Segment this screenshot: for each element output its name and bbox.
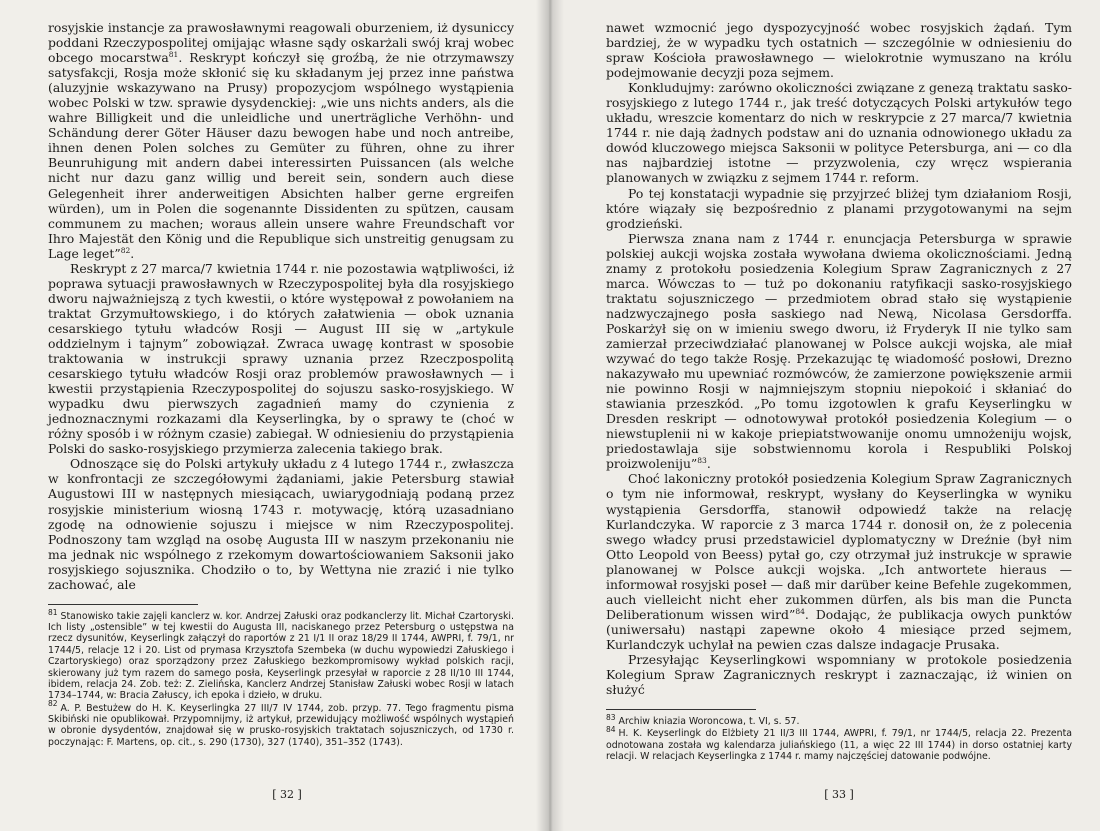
left-footnotes <box>48 607 514 748</box>
footnote-82: $^{82}$ A. P. Bestużew do H. K. Keyserlingka 27 III/7 IV 1744, zob. przyp. 77. Tego fragmentu pisma Skibiński nie opublikował. Przypomnijmy, iż artykuł, przewidujący możliwość wspólnych wystąpień w obronie dysydentów, znajdował się w prusko-rosyjskich traktatach sojuszniczych, od 1730 r. poczynając: F. Martens, op. cit., s. 290 (1730), 327 (1740), 351–352 (1743). <box>48 699 514 748</box>
right-paragraph-5: Choć lakoniczny protokół posiedzenia Kolegium Spraw Zagranicznych o tym nie informował, reskrypt, wysłany do Keyserlingka w wyniku wystąpienia Gersdorffa, stanowił odpowiedź także na relację Kurlandczyka. W raporcie z 3 marca 1744 r. donosił on, że z polecenia swego władcy prusi przedstawiciel dyplomatyczny w Dreźnie (był nim Otto Leopold von Beess) pytał go, czy otrzymał już instrukcje w sprawie planowanej w Polsce aukcji wojska. „Ich antwortete hieraus — informował rosyjski poseł — daß mir darüber keine Befehle zugekommen, auch vielleicht nicht eher zukommen dürfen, als bis man die Puncta Deliberationum wissen wird”$^{84}$. Dodając, że publikacja owych punktów (uniwersału) nastąpi zapewne około 4 miesiące przed sejmem, Kurlandczyk uchylał na pewien czas dalsze indagacje Prusaka. <box>606 471 1072 652</box>
left-paragraph-3: Odnoszące się do Polski artykuły układu z 4 lutego 1744 r., zwłaszcza w konfrontacji ze szczegółowymi żądaniami, jakie Petersburg stawiał Augustowi III w następnych miesiącach, uwiarygodniają podaną przez rosyjskie ministerium wiosną 1743 r. motywację, którą uzasadniano zgodę na odnowienie sojuszu i miejsce w nim Rzeczypospolitej. Podnoszony tam wzgląd na osobę Augusta III w naszym przekonaniu nie ma jednak nic wspólnego z rzekomym dowartościowaniem Saksonii jako rosyjskiego sojusznika. Chodziło o to, by Wettyna nie zrazić i nie tylko zachować, ale <box>48 456 514 592</box>
right-paragraph-6: Przesyłając Keyserlingkowi wspomniany w protokole posiedzenia Kolegium Spraw Zagranicznych reskrypt i zaznaczając, iż winien on służyć <box>606 651 1072 698</box>
footnote-separator <box>48 604 198 605</box>
left-page-body <box>48 20 514 592</box>
right-paragraph-3: Po tej konstatacji wypadnie się przyjrzeć bliżej tym działaniom Rosji, które wiązały się bezpośrednio z planami przygotowanymi na sejm grodzieński. <box>606 185 1072 231</box>
footnote-ref-83: 83 <box>697 456 707 466</box>
footnote-83: $^{83}$ Archiw kniazia Woroncowa, t. VI, s. 57. <box>606 712 800 728</box>
left-paragraph-1: rosyjskie instancje za prawosławnymi reagowali oburzeniem, iż dysuniccy poddani Rzeczypospolitej omijając własne sądy oskarżali swój kraj wobec obcego mocarstwa$^{81}$. Reskrypt kończył się groźbą, że nie otrzymawszy satysfakcji, Rosja może skłonić się ku składanym jej przez inne państwa (aluzyjnie wskazywano na Prusy) propozycjom wspólnego wystąpienia wobec Polski w tzw. sprawie dysydenckiej: „wie uns nichts anders, als die wahre Billigkeit und die unleidliche und unerträgliche Verhöhn- und Schändung derer Göter Häuser dazu bewogen habe und noch antreibe, ihnen denen Polen solches zu Gemüter zu führen, ohne zu ihrer Beunruhigung mit andern dabei interessirten Puissancen (als welche nicht nur dazu ganz willig und bereit sein, sondern auch diese Gelegenheit ihrer anderweitigen Absichten halber gerne ergreifen würden), um in Polen die sogenannte Dissidenten zu spützen, causam communem zu machen; woraus allein unsere wahre Freundschaft vor Ihro Majestät den König und die Republique sich unstreitig genugsam zu Lage leget”$^{82}$. <box>48 20 514 261</box>
right-paragraph-2: Konkludujmy: zarówno okoliczności związane z genezą traktatu sasko-rosyjskiego z lutego 1744 r., jak treść dotyczących Polski artykułów tego układu, wreszcie komentarz do nich w reskrypcie z 27 marca/7 kwietnia 1744 r. nie dają żadnych podstaw ani do uznania odnowionego układu za dowód kluczowego miejsca Saksonii w polityce Petersburga, ani — co dla nas najbardziej istotne — przyzwolenia, czy wręcz wspierania planowanych w związku z sejmem 1744 r. reform. <box>606 80 1072 186</box>
footnote-ref-81: 81 <box>168 49 179 59</box>
page-number-right: [ 33 ] <box>824 788 854 801</box>
right-paragraph-1: nawet wzmocnić jego dyspozycyjność wobec rosyjskich żądań. Tym bardziej, że w wypadku tych ostatnich — szczególnie w odniesieniu do spraw Kościoła prawosławnego — wielokrotnie wymuszano na królu podejmowanie decyzji poza sejmem. <box>606 20 1072 81</box>
right-footnotes <box>606 712 1072 763</box>
footnote-ref-84: 84 <box>795 606 805 616</box>
right-page-body <box>606 20 1072 697</box>
footnote-81: $^{81}$ Stanowisko takie zajęli kanclerz w. kor. Andrzej Załuski oraz podkanclerzy lit. Michał Czartoryski. Ich listy „ostensible” w tej kwestii do Augusta III, naciskanego przez Petersburg o ustępstwa na rzecz dysunitów, Keyserlingk załączył do raportów z 21 I/1 II oraz 18/29 II 1744, AWPRI, f. 79/1, nr 1744/5, relacje 12 i 20. List od prymasa Krzysztofa Szembeka (w duchu wypowiedzi Załuskiego i Czartoryskiego) oraz sporządzony przez Załuskiego bezkompromisowy wykład polskich racji, skierowany już tym razem do samego posła, Keyserlingk przesyłał w raporcie z 28 II/10 III 1744, ibidem, relacja 24. Zob. też: Z. Zielińska, Kanclerz Andrzej Stanisław Załuski wobec Rosji w latach 1734–1744, w: Bracia Załuscy, ich epoka i dzieło, w druku. <box>48 607 514 702</box>
right-page <box>550 0 1100 831</box>
footnote-separator <box>606 709 756 710</box>
left-paragraph-2: Reskrypt z 27 marca/7 kwietnia 1744 r. nie pozostawia wątpliwości, iż poprawa sytuacji prawosławnych w Rzeczypospolitej była dla rosyjskiego dworu najważniejszą z tych kwestii, o które występował z powołaniem na traktat Grzymułtowskiego, i do których załatwienia — obok uznania cesarskiego tytułu władców Rosji — August III się w „artykule oddzielnym i tajnym” zobowiązał. Zwraca uwagę kontrast w sposobie traktowania w instrukcji sprawy uznania przez Rzeczpospolitą cesarskiego tytułu władców Rosji oraz problemów prawosławnych — i kwestii przystąpienia Rzeczypospolitej do sojuszu sasko-rosyjskiego. W wypadku dwu pierwszych zagadnień mamy do czynienia z jednoznacznymi rozkazami dla Keyserlingka, by o sprawy te (choć w różny sposób i w różnym czasie) zabiegał. W odniesieniu do przystąpienia Polski do sasko-rosyjskiego przymierza zalecenia takiego brak. <box>48 260 514 457</box>
footnote-ref-82: 82 <box>120 245 131 255</box>
right-paragraph-4: Pierwsza znana nam z 1744 r. enuncjacja Petersburga w sprawie polskiej aukcji wojska została wywołana dwiema okolicznościami. Jedną znamy z protokołu posiedzenia Kolegium Spraw Zagranicznych z 27 marca. Wówczas to — tuż po dokonaniu ratyfikacji sasko-rosyjskiego traktatu sojuszniczego — przedmiotem obrad stało się wystąpienie nadzwyczajnego posła saskiego nad Newą, Nicolasa Gersdorffa. Poskarżył się on w imieniu swego dworu, iż Fryderyk II nie tylko sam zamierzał przeciwdziałać planowanej w Polsce aukcji wojska, ale miał wzywać do tego także Rosję. Przekazując tę wiadomość posłowi, Drezno nakazywało mu upewniać rozmówców, że zamierzone powiększenie armii nie powinno Rosji w najmniejszym stopniu niepokoić i skłaniać do stawiania przeszkód. „Po tomu izgotowlen k grafu Keyserlingku w Dresden reskript — odnotowywał protokół posiedzenia Kolegium — o niewstuplenii ni w kakoje priepiatstwowanije onomu umnożeniju wojsk, priedostawlaja sije sobstwiennomu korola i Respubliki Polskoj proizwoleniju”$^{83}$. <box>606 230 1072 472</box>
page-number-left: [ 32 ] <box>272 788 302 801</box>
footnote-84: $^{84}$ H. K. Keyserlingk do Elżbiety 21 II/3 III 1744, AWPRI, f. 79/1, nr 1744/5, relacja 22. Prezenta odnotowana została wg kalendarza juliańskiego (11, a więc 22 III 1744) in dorso ostatniej karty relacji. W relacjach Keyserlingka z 1744 r. mamy najczęściej datowanie podwójne. <box>606 725 1072 763</box>
